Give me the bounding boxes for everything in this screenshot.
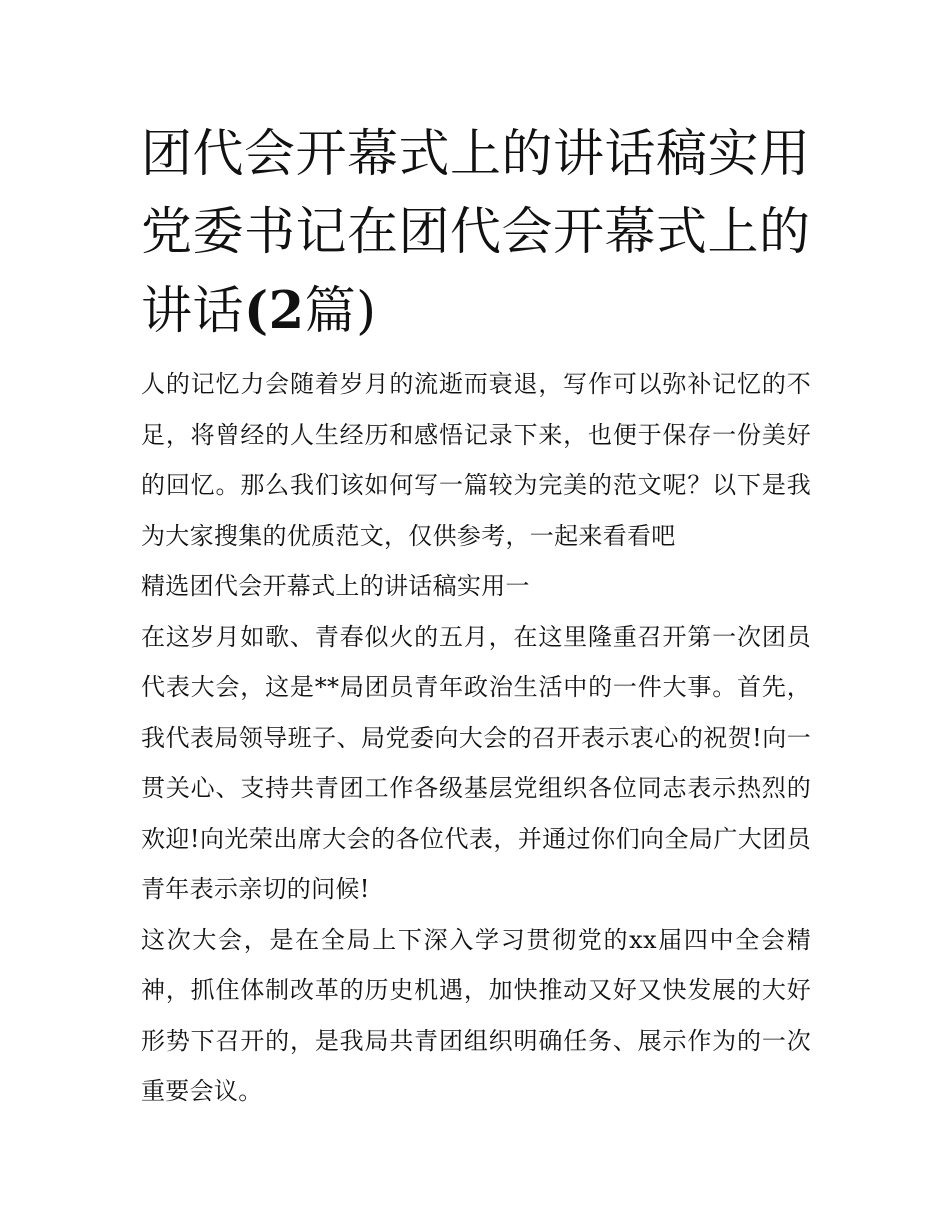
paragraph-context: 这次大会，是在全局上下深入学习贯彻党的xx届四中全会精神，抓住体制改革的历史机遇，加快推动又好又快发展的大好形势下召开的，是我局共青团组织明确任务、展示作为的一次重要会议。 — [141, 925, 811, 1105]
document-body — [141, 359, 811, 1117]
document-title: 团代会开幕式上的讲话稿实用党委书记在团代会开幕式上的讲话(2篇) — [141, 125, 811, 341]
section-heading: 精选团代会开幕式上的讲话稿实用一 — [141, 572, 530, 600]
document-content — [141, 116, 811, 1117]
paragraph-intro: 人的记忆力会随着岁月的流逝而衰退，写作可以弥补记忆的不足，将曾经的人生经历和感悟记录下来，也便于保存一份美好的回忆。那么我们该如何写一篇较为完美的范文呢？以下是我为大家搜集的优质范文，仅供参考，一起来看看吧 — [141, 370, 811, 550]
title-count: (2 — [244, 281, 305, 341]
paragraph-opening: 在这岁月如歌、青春似火的五月，在这里隆重召开第一次团员代表大会，这是**局团员青年政治生活中的一件大事。首先，我代表局领导班子、局党委向大会的召开表示衷心的祝贺!向一贯关心、支持共青团工作各级基层党组织各位同志表示热烈的欢迎!向光荣出席大会的各位代表，并通过你们向全局广大团员青年表示亲切的问候! — [141, 622, 811, 903]
